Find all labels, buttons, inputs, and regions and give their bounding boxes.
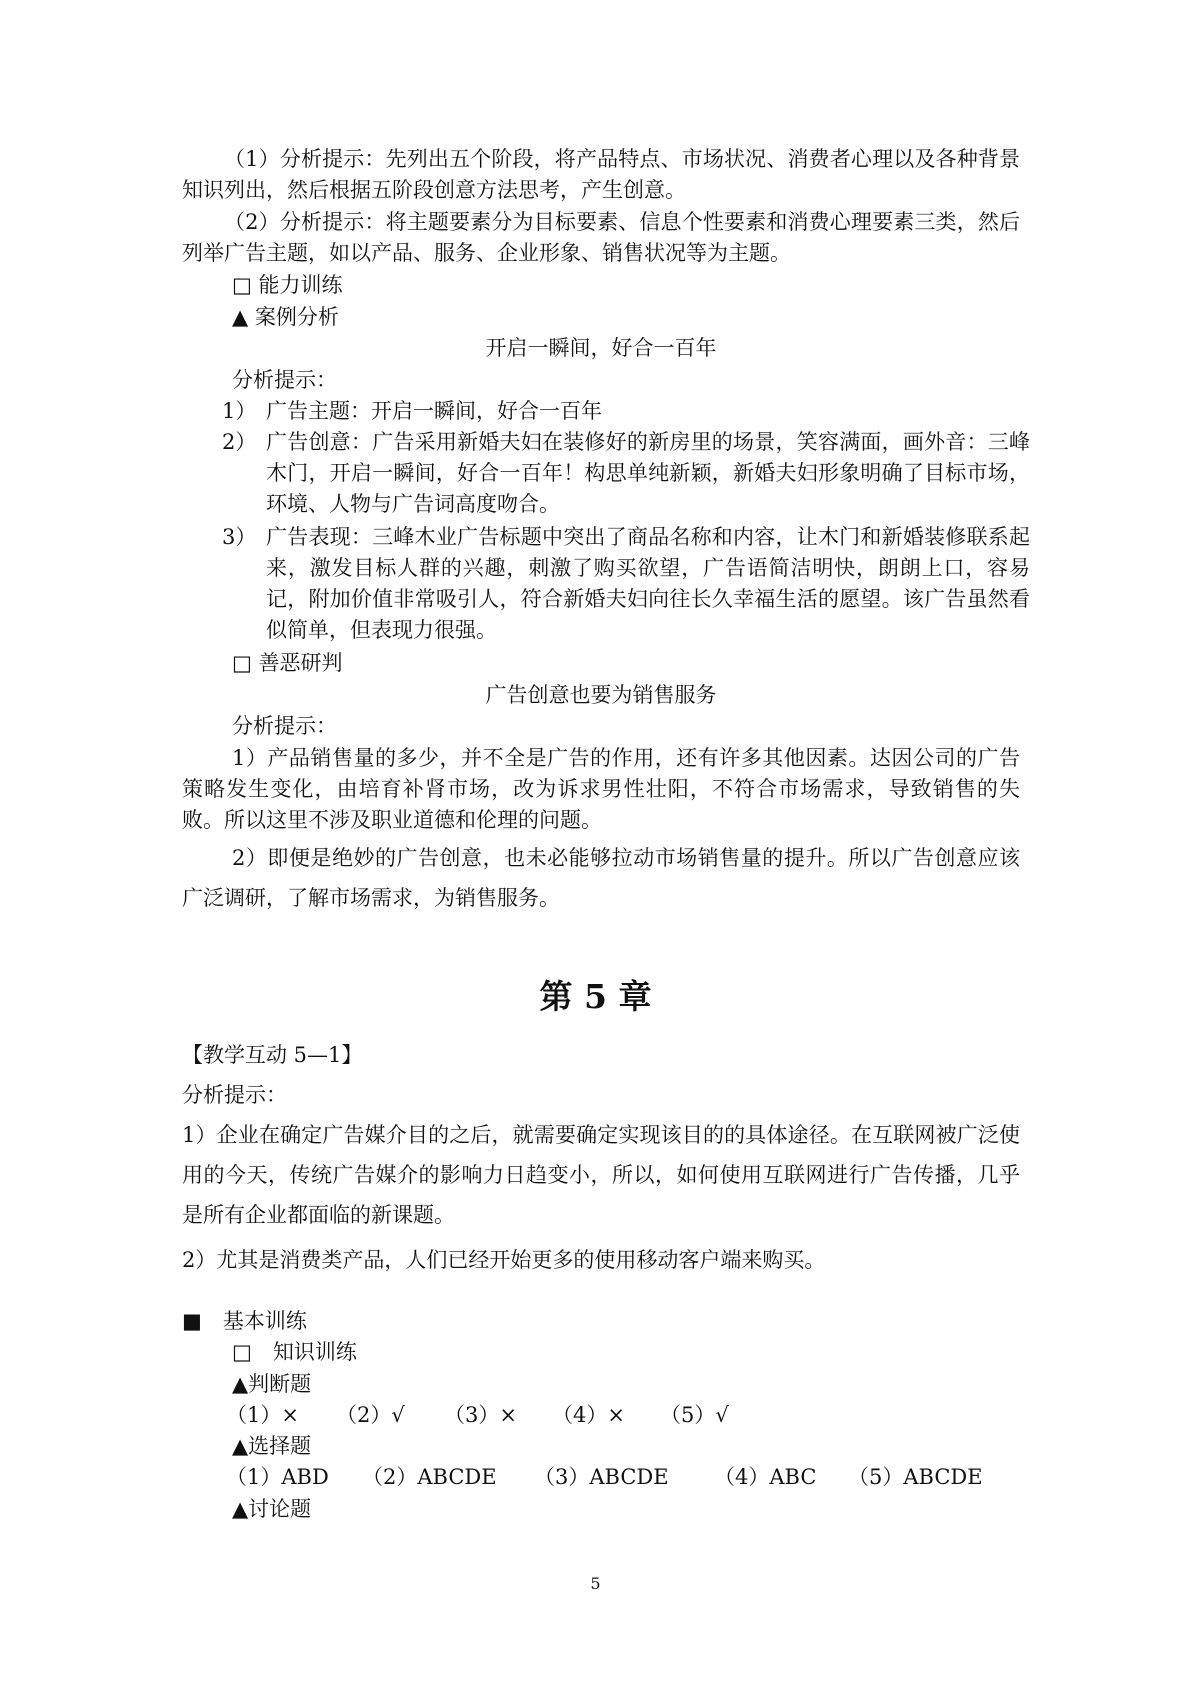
case-analysis-heading: ▲ 案例分析 [232, 305, 339, 329]
list-item-text: 广告主题：开启一瞬间，好合一百年 [266, 399, 602, 423]
list-item [222, 396, 1030, 427]
discussion-heading: ▲讨论题 [232, 1497, 312, 1521]
list-item [222, 522, 1030, 646]
knowledge-training-heading: □ 知识训练 [232, 1340, 357, 1364]
answer-item: （4）ABC [714, 1465, 817, 1489]
hint-label-3: 分析提示： [182, 1083, 287, 1107]
chapter-paragraph-2: 2）尤其是消费类产品，人们已经开始更多的使用移动客户端来购买。 [182, 1248, 826, 1272]
choice-answers [226, 1462, 983, 1493]
answer-item: （5）√ [660, 1403, 729, 1427]
list-item-number: 1） [222, 399, 257, 423]
page-number: 5 [590, 1574, 601, 1593]
basic-training-heading: ■ 基本训练 [182, 1309, 307, 1333]
list-item-text: 广告创意：广告采用新婚夫妇在装修好的新房里的场景，笑容满面，画外音：三峰木门，开启一瞬间，好合一百年！构思单纯新颖，新婚夫妇形象明确了目标市场，环境、人物与广告词高度吻合。 [266, 430, 1030, 516]
answer-item: （1）× [226, 1403, 299, 1427]
list-item-number: 3） [222, 525, 257, 549]
ethics-heading: □ 善恶研判 [232, 651, 343, 675]
answer-item: （2）ABCDE [362, 1465, 497, 1489]
choice-heading: ▲选择题 [232, 1434, 312, 1458]
chapter-title: 第 5 章 [539, 977, 652, 1016]
judgment-heading: ▲判断题 [232, 1372, 312, 1396]
ethics-paragraph-1: 1）产品销售量的多少，并不全是广告的作用，还有许多其他因素。达因公司的广告策略发生变化，由培育补肾市场，改为诉求男性壮阳，不符合市场需求，导致销售的失败。所以这里不涉及职业道德和伦理的问题。 [182, 746, 1020, 832]
chapter-paragraph-1: 1）企业在确定广告媒介目的之后，就需要确定实现该目的的具体途径。在互联网被广泛使用的今天，传统广告媒介的影响力日趋变小，所以，如何使用互联网进行广告传播，几乎是所有企业都面临的新课题。 [182, 1123, 1020, 1227]
list-item-text: 广告表现：三峰木业广告标题中突出了商品名称和内容，让木门和新婚装修联系起来，激发目标人群的兴趣，刺激了购买欲望，广告语简洁明快，朗朗上口，容易记，附加价值非常吸引人，符合新婚夫妇向往长久幸福生活的愿望。该广告虽然看似简单，但表现力很强。 [266, 525, 1030, 642]
answer-item: （3）ABCDE [534, 1465, 669, 1489]
paragraph-hint-2: （2）分析提示：将主题要素分为目标要素、信息个性要素和消费心理要素三类，然后列举广告主题，如以产品、服务、企业形象、销售状况等为主题。 [182, 210, 1020, 265]
hint-label: 分析提示： [232, 368, 337, 392]
answer-item: （4）× [552, 1403, 625, 1427]
list-item [222, 427, 1030, 520]
teaching-interaction-label: 【教学互动 5—1】 [182, 1043, 363, 1067]
answer-item: （3）× [444, 1403, 517, 1427]
ethics-paragraph-2: 2）即便是绝妙的广告创意，也未必能够拉动市场销售量的提升。所以广告创意应该广泛调研，了解市场需求，为销售服务。 [182, 846, 1020, 910]
answer-item: （5）ABCDE [848, 1465, 983, 1489]
judgment-answers [226, 1400, 729, 1431]
ability-training-heading: □ 能力训练 [232, 273, 343, 297]
list-item-number: 2） [222, 430, 257, 454]
case-title: 开启一瞬间，好合一百年 [485, 336, 717, 360]
ethics-title: 广告创意也要为销售服务 [485, 683, 717, 707]
paragraph-hint-1: （1）分析提示：先列出五个阶段，将产品特点、市场状况、消费者心理以及各种背景知识列出，然后根据五阶段创意方法思考，产生创意。 [182, 147, 1020, 202]
hint-label-2: 分析提示： [232, 714, 337, 738]
answer-item: （1）ABD [226, 1465, 329, 1489]
answer-item: （2）√ [336, 1403, 405, 1427]
